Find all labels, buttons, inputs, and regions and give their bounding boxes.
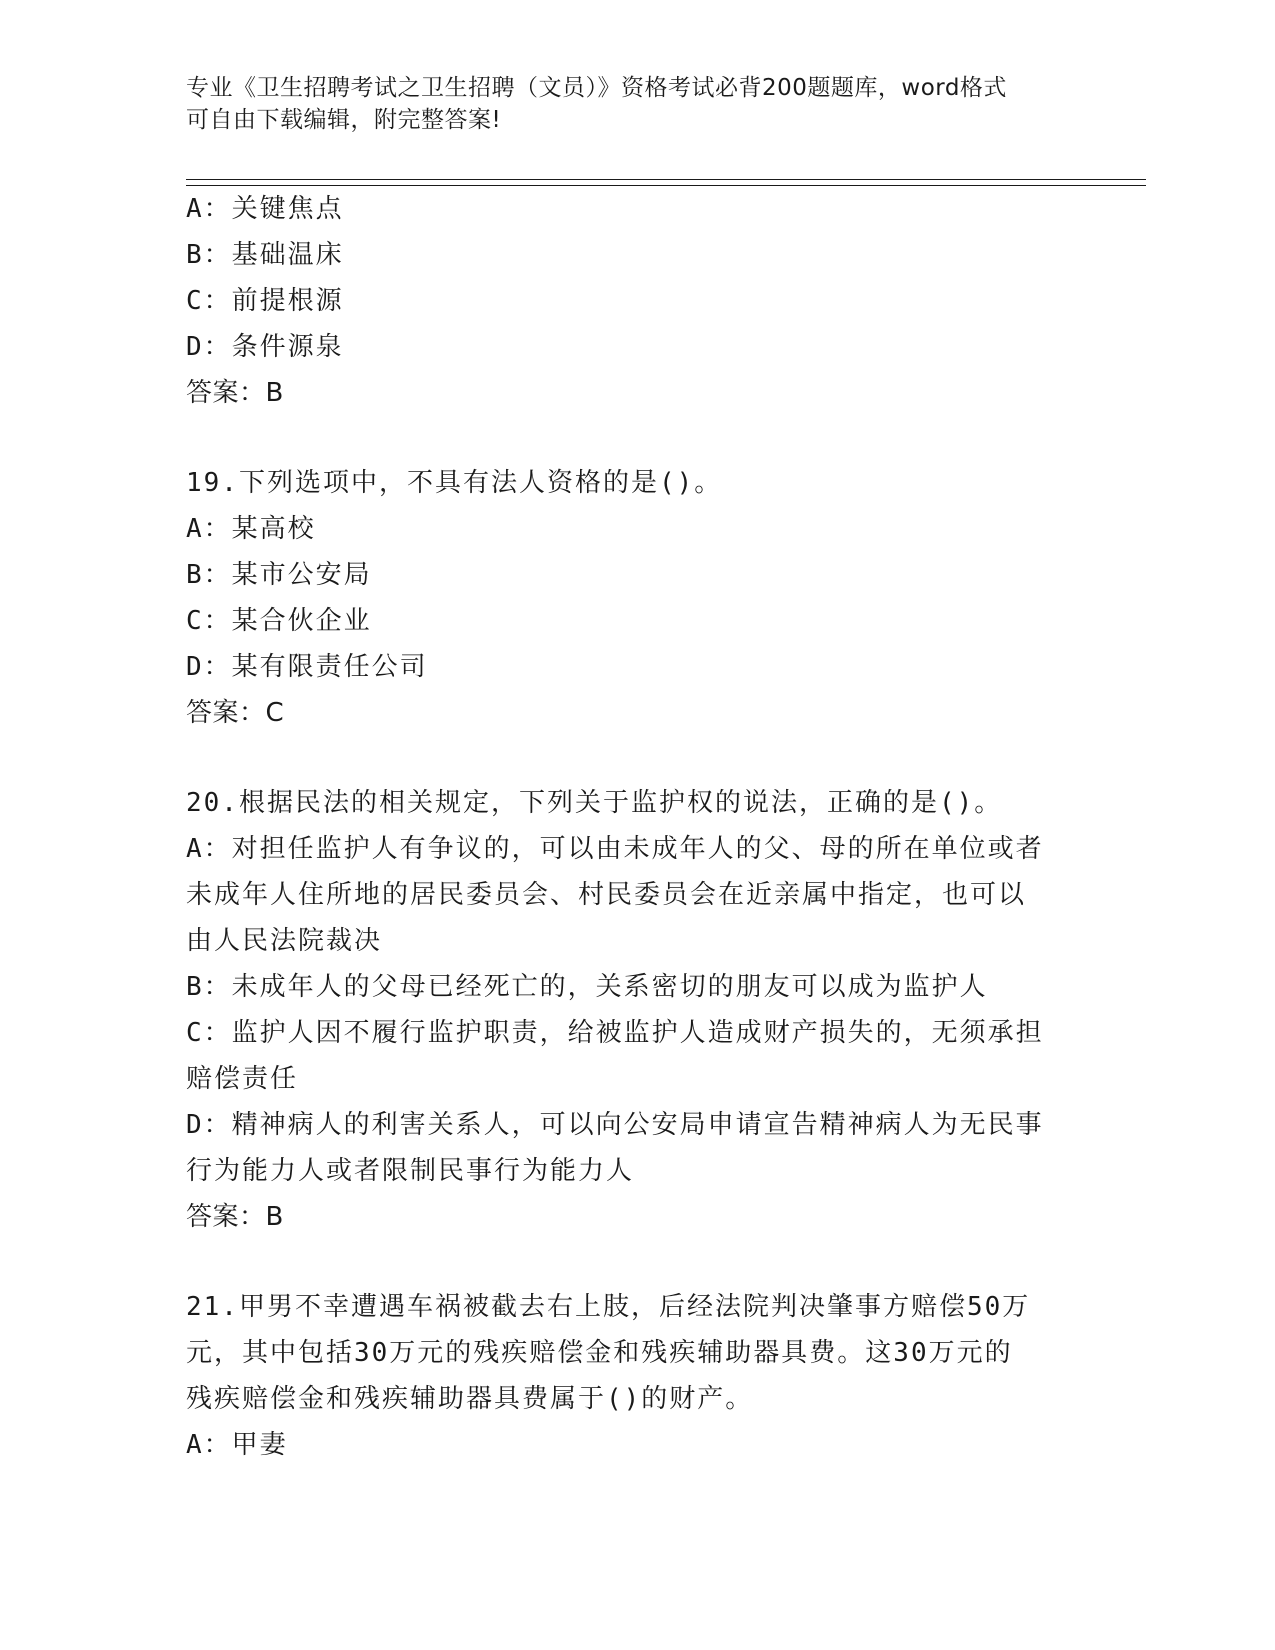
question-stem-line-1: 21.甲男不幸遭遇车祸被截去右上肢，后经法院判决肇事方赔偿50万 — [186, 1292, 1031, 1322]
option-a: A：关键焦点 — [186, 194, 344, 224]
answer-line: 答案：C — [186, 698, 285, 728]
header-line-2: 可自由下载编辑，附完整答案! — [186, 107, 502, 133]
question-stem: 20.根据民法的相关规定，下列关于监护权的说法，正确的是()。 — [186, 788, 1003, 818]
answer-line: 答案：B — [186, 378, 284, 408]
question-content — [186, 186, 1086, 1468]
option-a-line-1: A：对担任监护人有争议的，可以由未成年人的父、母的所在单位或者 — [186, 834, 1044, 864]
option-d — [186, 1102, 1086, 1194]
question-19-block — [186, 460, 1086, 736]
option-c-line-2: 赔偿责任 — [186, 1064, 299, 1094]
option-a-line-2: 未成年人住所地的居民委员会、村民委员会在近亲属中指定，也可以 — [186, 880, 1027, 910]
option-a: A：甲妻 — [186, 1430, 288, 1460]
spacer — [186, 416, 1086, 460]
option-b-line-1: B：未成年人的父母已经死亡的，关系密切的朋友可以成为监护人 — [186, 972, 988, 1002]
option-c-line-1: C：监护人因不履行监护职责，给被监护人造成财产损失的，无须承担 — [186, 1018, 1044, 1048]
question-21-block — [186, 1284, 1086, 1468]
option-a-line-3: 由人民法院裁决 — [186, 926, 383, 956]
option-d-line-1: D：精神病人的利害关系人，可以向公安局申请宣告精神病人为无民事 — [186, 1110, 1044, 1140]
question-stem-line-3: 残疾赔偿金和残疾辅助器具费属于()的财产。 — [186, 1384, 754, 1414]
option-c: C：前提根源 — [186, 286, 344, 316]
header-divider-top — [186, 179, 1146, 180]
option-c — [186, 1010, 1086, 1102]
option-b — [186, 964, 1086, 1010]
question-stem-line-2: 元，其中包括30万元的残疾赔偿金和残疾辅助器具费。这30万元的 — [186, 1338, 1013, 1368]
option-a — [186, 826, 1086, 964]
option-c: C：某合伙企业 — [186, 606, 372, 636]
option-d: D：条件源泉 — [186, 332, 344, 362]
question-20-block — [186, 780, 1086, 1240]
option-d: D：某有限责任公司 — [186, 652, 428, 682]
answer-line: 答案：B — [186, 1202, 284, 1232]
option-b: B：某市公安局 — [186, 560, 372, 590]
spacer — [186, 736, 1086, 780]
option-a: A：某高校 — [186, 514, 316, 544]
option-b: B：基础温床 — [186, 240, 344, 270]
header-line-1: 专业《卫生招聘考试之卫生招聘（文员）》资格考试必背200题题库，word格式 — [186, 75, 1007, 101]
question-18-block — [186, 186, 1086, 416]
question-stem: 19.下列选项中，不具有法人资格的是()。 — [186, 468, 723, 498]
document-header — [186, 72, 1086, 136]
option-d-line-2: 行为能力人或者限制民事行为能力人 — [186, 1156, 635, 1186]
spacer — [186, 1240, 1086, 1284]
